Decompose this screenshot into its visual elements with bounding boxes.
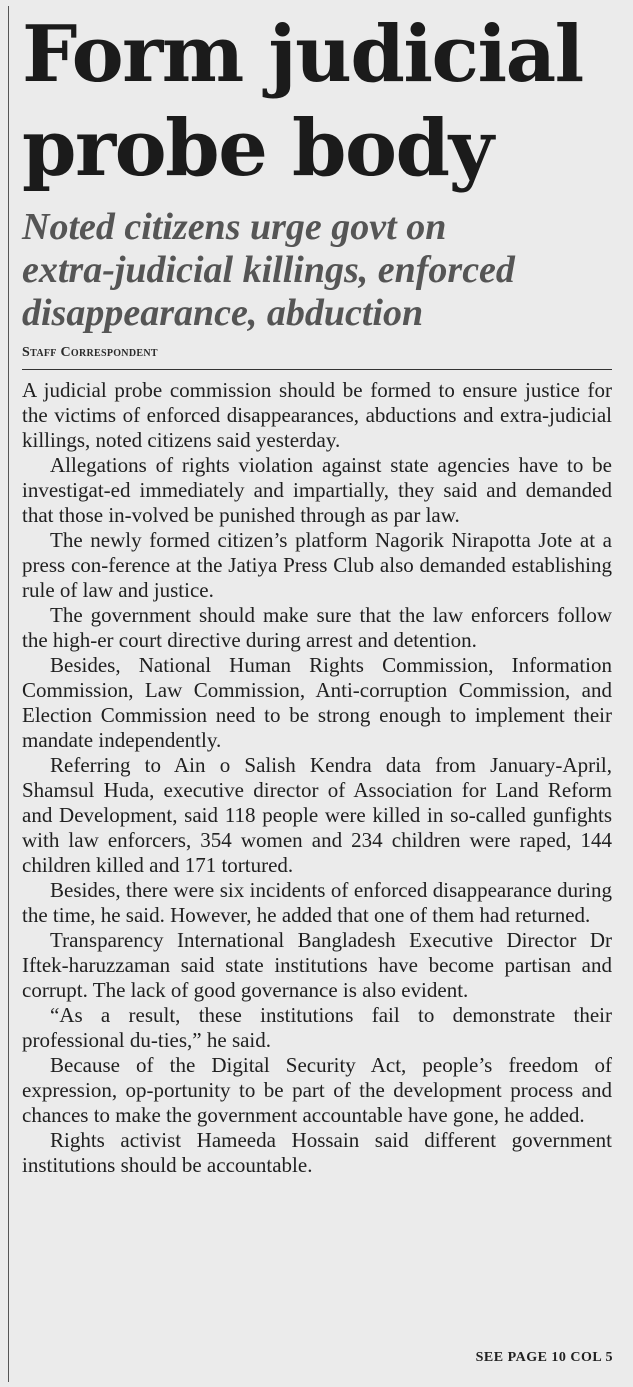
paragraph: The government should make sure that the law enforcers follow the high-er court directive during arrest and detention. — [22, 603, 612, 652]
continuation-note: SEE PAGE 10 COL 5 — [475, 1350, 613, 1365]
article — [22, 8, 612, 1178]
headline — [22, 8, 612, 196]
headline-line: Form judicial — [22, 9, 583, 100]
subheadline — [22, 206, 612, 335]
paragraph: “As a result, these institutions fail to demonstrate their professional du-ties,” he said. — [22, 1003, 612, 1052]
subheadline-line: disappearance, abduction — [22, 292, 424, 334]
paragraph: Referring to Ain o Salish Kendra data from January-April, Shamsul Huda, executive director of Association for Land Reform and Development, said 118 people were killed in so-called gunfights with law enforcers, 354 women and 234 children were raped, 144 children killed and 171 tortured. — [22, 753, 612, 877]
headline-line: probe body — [22, 103, 493, 194]
paragraph: A judicial probe commission should be formed to ensure justice for the victims of enforced disappearances, abductions and extra-judicial killings, noted citizens said yesterday. — [22, 378, 612, 452]
paragraph: Transparency International Bangladesh Executive Director Dr Iftek-haruzzaman said state institutions have become partisan and corrupt. The lack of good governance is also evident. — [22, 928, 612, 1002]
subheadline-line: Noted citizens urge govt on — [22, 206, 447, 248]
paragraph: Rights activist Hameeda Hossain said different government institutions should be accountable. — [22, 1128, 612, 1177]
paragraph: Allegations of rights violation against state agencies have to be investigat-ed immediately and impartially, they said and demanded that those in-volved be punished through as par law. — [22, 453, 612, 527]
paragraph: The newly formed citizen’s platform Nagorik Nirapotta Jote at a press con-ference at the Jatiya Press Club also demanded establishing rule of law and justice. — [22, 528, 612, 602]
paragraph: Besides, National Human Rights Commission, Information Commission, Law Commission, Anti-corruption Commission, and Election Commission need to be strong enough to implement their mandate independently. — [22, 653, 612, 752]
column-rule — [8, 6, 9, 1382]
paragraph: Because of the Digital Security Act, people’s freedom of expression, op-portunity to be part of the development process and chances to make the government accountable have gone, he added. — [22, 1053, 612, 1127]
byline: Staff Correspondent — [22, 343, 612, 370]
paragraph: Besides, there were six incidents of enforced disappearance during the time, he said. However, he added that one of them had returned. — [22, 878, 612, 927]
article-body — [22, 378, 612, 1178]
subheadline-line: extra-judicial killings, enforced — [22, 249, 515, 291]
